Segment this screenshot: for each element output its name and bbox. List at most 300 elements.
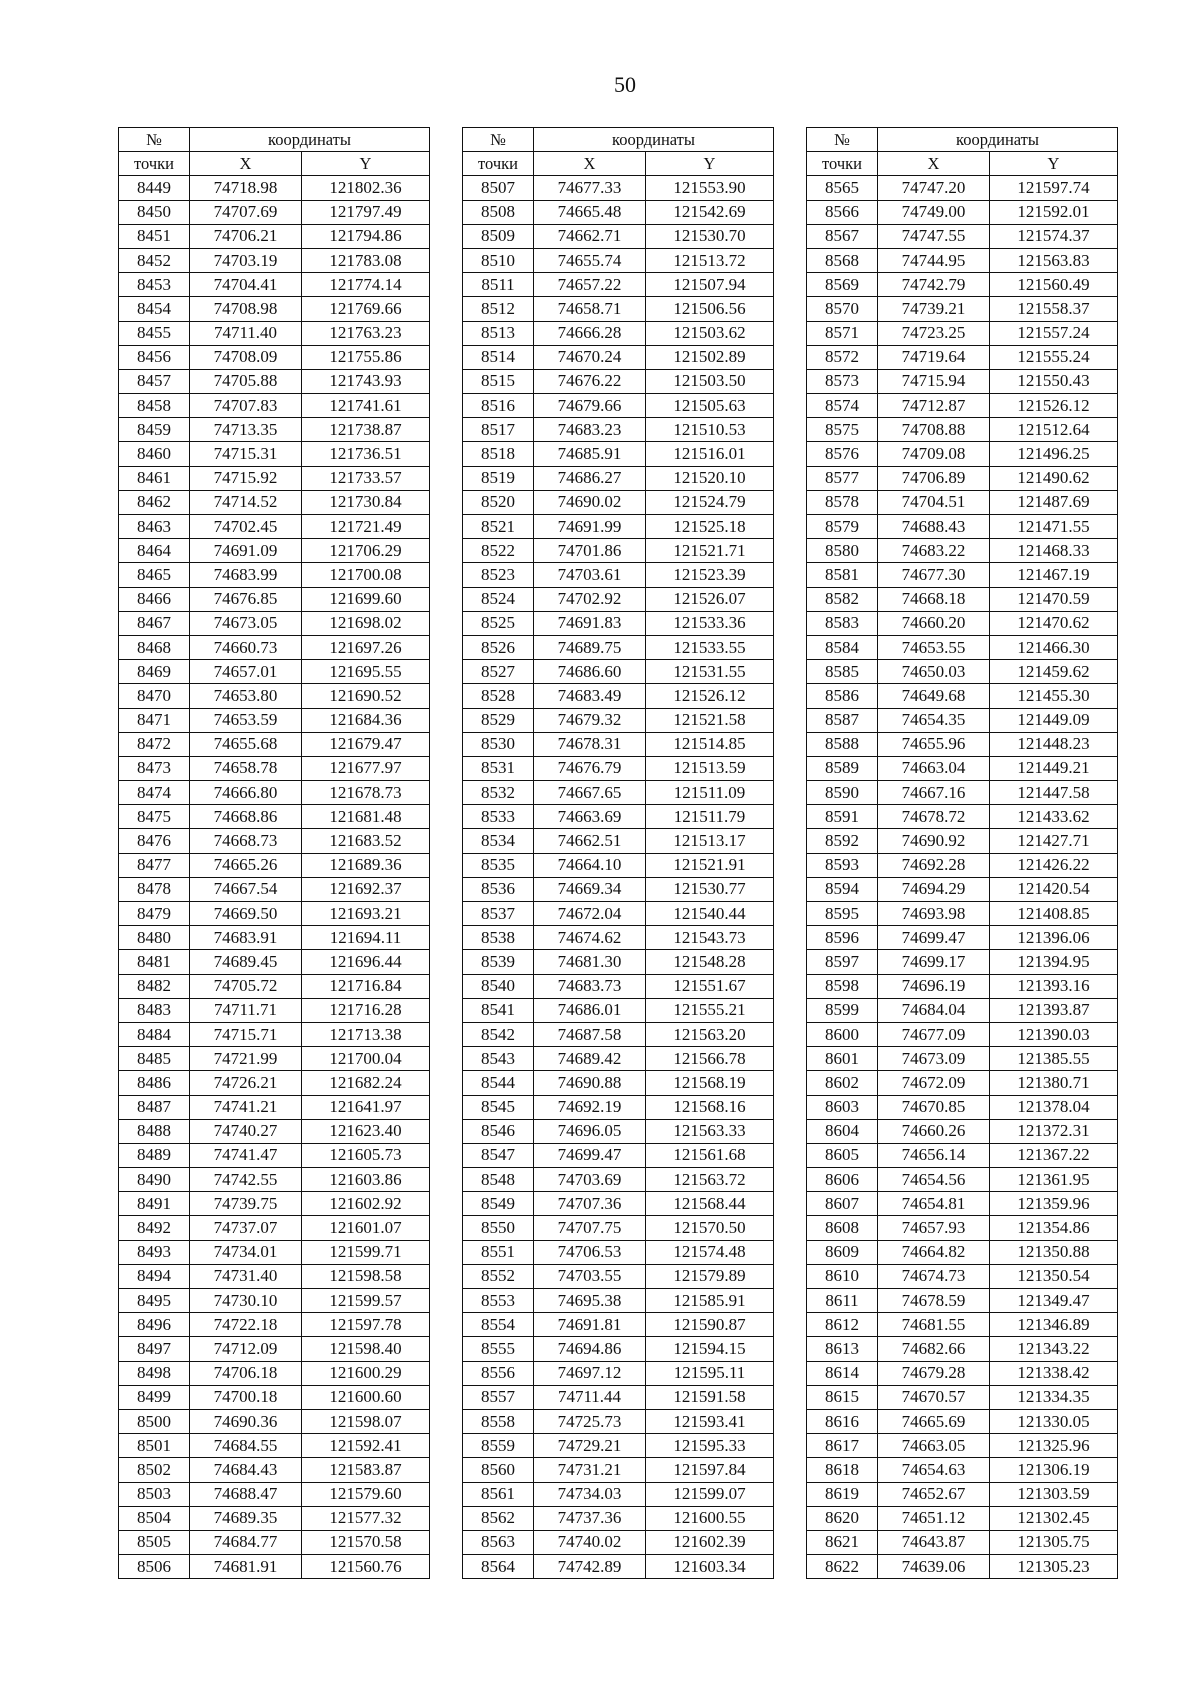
point-number-cell: 8621 — [807, 1530, 878, 1554]
x-coordinate-cell: 74672.09 — [878, 1071, 990, 1095]
point-number-cell: 8620 — [807, 1506, 878, 1530]
point-number-cell: 8618 — [807, 1458, 878, 1482]
y-coordinate-cell: 121525.18 — [646, 515, 774, 539]
x-coordinate-cell: 74653.59 — [190, 708, 302, 732]
table-row — [463, 539, 774, 563]
x-coordinate-cell: 74651.12 — [878, 1506, 990, 1530]
table-row — [807, 1555, 1118, 1579]
point-number-cell: 8480 — [119, 926, 190, 950]
x-coordinate-cell: 74691.99 — [534, 515, 646, 539]
table-row — [463, 248, 774, 272]
point-number-cell: 8528 — [463, 684, 534, 708]
point-number-cell: 8500 — [119, 1409, 190, 1433]
table-row — [119, 1385, 430, 1409]
point-number-cell: 8601 — [807, 1047, 878, 1071]
y-coordinate-cell: 121560.49 — [990, 273, 1118, 297]
y-coordinate-cell: 121563.83 — [990, 248, 1118, 272]
point-number-cell: 8588 — [807, 732, 878, 756]
point-number-cell: 8562 — [463, 1506, 534, 1530]
table-row — [463, 515, 774, 539]
table-row — [119, 1409, 430, 1433]
y-coordinate-cell: 121558.37 — [990, 297, 1118, 321]
y-coordinate-cell: 121516.01 — [646, 442, 774, 466]
point-number-cell: 8527 — [463, 660, 534, 684]
table-row — [463, 756, 774, 780]
y-coordinate-cell: 121521.58 — [646, 708, 774, 732]
x-coordinate-cell: 74662.51 — [534, 829, 646, 853]
x-coordinate-cell: 74683.22 — [878, 539, 990, 563]
table-row — [119, 273, 430, 297]
point-number-cell: 8546 — [463, 1119, 534, 1143]
y-coordinate-cell: 121689.36 — [302, 853, 430, 877]
y-coordinate-cell: 121743.93 — [302, 369, 430, 393]
y-coordinate-cell: 121385.55 — [990, 1047, 1118, 1071]
point-number-cell: 8575 — [807, 418, 878, 442]
point-number-cell: 8494 — [119, 1264, 190, 1288]
x-coordinate-cell: 74654.81 — [878, 1192, 990, 1216]
table-row — [807, 974, 1118, 998]
table-row — [119, 418, 430, 442]
x-coordinate-cell: 74686.27 — [534, 466, 646, 490]
x-coordinate-cell: 74705.72 — [190, 974, 302, 998]
x-coordinate-cell: 74703.55 — [534, 1264, 646, 1288]
point-number-cell: 8501 — [119, 1434, 190, 1458]
point-number-cell: 8577 — [807, 466, 878, 490]
y-coordinate-cell: 121598.58 — [302, 1264, 430, 1288]
point-number-cell: 8472 — [119, 732, 190, 756]
point-number-cell: 8565 — [807, 176, 878, 200]
table-row — [807, 248, 1118, 272]
y-coordinate-cell: 121695.55 — [302, 660, 430, 684]
point-number-cell: 8572 — [807, 345, 878, 369]
x-coordinate-cell: 74683.99 — [190, 563, 302, 587]
y-coordinate-cell: 121459.62 — [990, 660, 1118, 684]
table-row — [119, 1216, 430, 1240]
table-row — [463, 998, 774, 1022]
point-number-cell: 8503 — [119, 1482, 190, 1506]
y-coordinate-cell: 121305.23 — [990, 1555, 1118, 1579]
point-number-cell: 8457 — [119, 369, 190, 393]
table-row — [807, 1361, 1118, 1385]
x-coordinate-cell: 74664.82 — [878, 1240, 990, 1264]
table-row — [119, 1434, 430, 1458]
y-coordinate-cell: 121471.55 — [990, 515, 1118, 539]
x-coordinate-cell: 74713.35 — [190, 418, 302, 442]
x-coordinate-cell: 74643.87 — [878, 1530, 990, 1554]
x-coordinate-cell: 74690.92 — [878, 829, 990, 853]
point-number-cell: 8541 — [463, 998, 534, 1022]
coordinates-table — [118, 127, 430, 1579]
x-coordinate-cell: 74660.20 — [878, 611, 990, 635]
point-number-cell: 8458 — [119, 394, 190, 418]
table-row — [119, 611, 430, 635]
y-coordinate-cell: 121468.33 — [990, 539, 1118, 563]
point-number-cell: 8526 — [463, 635, 534, 659]
point-number-cell: 8505 — [119, 1530, 190, 1554]
table-row — [463, 297, 774, 321]
y-coordinate-cell: 121533.36 — [646, 611, 774, 635]
x-coordinate-cell: 74654.56 — [878, 1168, 990, 1192]
x-coordinate-cell: 74670.24 — [534, 345, 646, 369]
point-number-cell: 8589 — [807, 756, 878, 780]
point-number-cell: 8544 — [463, 1071, 534, 1095]
table-row — [807, 176, 1118, 200]
table-row — [119, 1192, 430, 1216]
point-number-cell: 8607 — [807, 1192, 878, 1216]
point-number-cell: 8523 — [463, 563, 534, 587]
y-coordinate-cell: 121338.42 — [990, 1361, 1118, 1385]
table-row — [807, 781, 1118, 805]
y-coordinate-cell: 121598.07 — [302, 1409, 430, 1433]
x-coordinate-cell: 74689.35 — [190, 1506, 302, 1530]
table-row — [463, 442, 774, 466]
y-coordinate-cell: 121574.37 — [990, 224, 1118, 248]
point-number-cell: 8555 — [463, 1337, 534, 1361]
x-header: X — [534, 152, 646, 176]
y-coordinate-cell: 121682.24 — [302, 1071, 430, 1095]
y-coordinate-cell: 121597.84 — [646, 1458, 774, 1482]
table-row — [119, 1289, 430, 1313]
x-coordinate-cell: 74695.38 — [534, 1289, 646, 1313]
point-number-cell: 8491 — [119, 1192, 190, 1216]
table-row — [807, 1313, 1118, 1337]
y-coordinate-cell: 121605.73 — [302, 1143, 430, 1167]
y-coordinate-cell: 121597.74 — [990, 176, 1118, 200]
table-row — [463, 1385, 774, 1409]
y-coordinate-cell: 121563.33 — [646, 1119, 774, 1143]
y-coordinate-cell: 121553.90 — [646, 176, 774, 200]
point-number-cell: 8470 — [119, 684, 190, 708]
point-number-cell: 8495 — [119, 1289, 190, 1313]
table-row — [119, 1264, 430, 1288]
table-row — [807, 902, 1118, 926]
y-coordinate-cell: 121343.22 — [990, 1337, 1118, 1361]
table-row — [807, 853, 1118, 877]
y-coordinate-cell: 121394.95 — [990, 950, 1118, 974]
y-coordinate-cell: 121568.44 — [646, 1192, 774, 1216]
table-row — [463, 273, 774, 297]
x-coordinate-cell: 74663.05 — [878, 1434, 990, 1458]
y-coordinate-cell: 121372.31 — [990, 1119, 1118, 1143]
point-number-cell: 8475 — [119, 805, 190, 829]
x-coordinate-cell: 74684.77 — [190, 1530, 302, 1554]
point-number-cell: 8552 — [463, 1264, 534, 1288]
point-number-cell: 8490 — [119, 1168, 190, 1192]
table-row — [119, 877, 430, 901]
x-coordinate-cell: 74689.75 — [534, 635, 646, 659]
point-number-cell: 8460 — [119, 442, 190, 466]
table-row — [119, 587, 430, 611]
point-number-cell: 8568 — [807, 248, 878, 272]
table-row — [463, 877, 774, 901]
y-coordinate-cell: 121641.97 — [302, 1095, 430, 1119]
x-coordinate-cell: 74654.35 — [878, 708, 990, 732]
table-row — [463, 853, 774, 877]
table-row — [463, 1095, 774, 1119]
point-number-cell: 8619 — [807, 1482, 878, 1506]
y-coordinate-cell: 121783.08 — [302, 248, 430, 272]
point-number-cell: 8599 — [807, 998, 878, 1022]
table-row — [119, 176, 430, 200]
y-coordinate-cell: 121447.58 — [990, 781, 1118, 805]
y-coordinate-cell: 121513.59 — [646, 756, 774, 780]
x-coordinate-cell: 74699.47 — [534, 1143, 646, 1167]
x-coordinate-cell: 74703.69 — [534, 1168, 646, 1192]
x-coordinate-cell: 74660.73 — [190, 635, 302, 659]
x-coordinate-cell: 74670.85 — [878, 1095, 990, 1119]
point-number-cell: 8529 — [463, 708, 534, 732]
y-coordinate-cell: 121601.07 — [302, 1216, 430, 1240]
point-number-cell: 8493 — [119, 1240, 190, 1264]
point-number-cell: 8519 — [463, 466, 534, 490]
table-row — [807, 224, 1118, 248]
y-coordinate-cell: 121684.36 — [302, 708, 430, 732]
point-number-cell: 8573 — [807, 369, 878, 393]
y-coordinate-cell: 121579.60 — [302, 1482, 430, 1506]
table-row — [807, 1289, 1118, 1313]
point-number-cell: 8502 — [119, 1458, 190, 1482]
point-number-cell: 8587 — [807, 708, 878, 732]
point-number-cell: 8595 — [807, 902, 878, 926]
table-row — [463, 732, 774, 756]
table-row — [119, 369, 430, 393]
point-number-cell: 8551 — [463, 1240, 534, 1264]
y-header: Y — [990, 152, 1118, 176]
y-coordinate-cell: 121797.49 — [302, 200, 430, 224]
y-coordinate-cell: 121354.86 — [990, 1216, 1118, 1240]
table-row — [119, 563, 430, 587]
y-coordinate-cell: 121603.86 — [302, 1168, 430, 1192]
x-coordinate-cell: 74676.85 — [190, 587, 302, 611]
x-coordinate-cell: 74650.03 — [878, 660, 990, 684]
x-coordinate-cell: 74697.12 — [534, 1361, 646, 1385]
y-coordinate-cell: 121393.16 — [990, 974, 1118, 998]
y-coordinate-cell: 121334.35 — [990, 1385, 1118, 1409]
table-row — [807, 756, 1118, 780]
x-coordinate-cell: 74692.19 — [534, 1095, 646, 1119]
y-coordinate-cell: 121350.54 — [990, 1264, 1118, 1288]
table-row — [463, 1119, 774, 1143]
point-number-cell: 8464 — [119, 539, 190, 563]
y-coordinate-cell: 121526.12 — [990, 394, 1118, 418]
point-number-cell: 8554 — [463, 1313, 534, 1337]
x-coordinate-cell: 74690.02 — [534, 490, 646, 514]
table-row — [119, 1143, 430, 1167]
y-coordinate-cell: 121551.67 — [646, 974, 774, 998]
y-coordinate-cell: 121802.36 — [302, 176, 430, 200]
y-coordinate-cell: 121694.11 — [302, 926, 430, 950]
x-coordinate-cell: 74696.05 — [534, 1119, 646, 1143]
table-row — [119, 974, 430, 998]
x-coordinate-cell: 74667.54 — [190, 877, 302, 901]
table-row — [807, 1095, 1118, 1119]
table-row — [463, 1071, 774, 1095]
point-number-cell: 8564 — [463, 1555, 534, 1579]
x-coordinate-cell: 74655.68 — [190, 732, 302, 756]
x-coordinate-cell: 74737.36 — [534, 1506, 646, 1530]
x-coordinate-cell: 74742.89 — [534, 1555, 646, 1579]
x-coordinate-cell: 74700.18 — [190, 1385, 302, 1409]
point-number-cell: 8450 — [119, 200, 190, 224]
table-row — [463, 176, 774, 200]
y-coordinate-cell: 121550.43 — [990, 369, 1118, 393]
table-row — [119, 1506, 430, 1530]
point-number-header: № — [807, 128, 878, 152]
x-coordinate-cell: 74706.53 — [534, 1240, 646, 1264]
table-row — [807, 1047, 1118, 1071]
point-number-cell: 8593 — [807, 853, 878, 877]
x-coordinate-cell: 74706.89 — [878, 466, 990, 490]
x-coordinate-cell: 74687.58 — [534, 1022, 646, 1046]
x-coordinate-cell: 74707.83 — [190, 394, 302, 418]
y-coordinate-cell: 121713.38 — [302, 1022, 430, 1046]
point-number-cell: 8508 — [463, 200, 534, 224]
table-row — [119, 1119, 430, 1143]
point-number-cell: 8510 — [463, 248, 534, 272]
x-coordinate-cell: 74668.86 — [190, 805, 302, 829]
y-coordinate-cell: 121697.26 — [302, 635, 430, 659]
point-number-cell: 8602 — [807, 1071, 878, 1095]
point-number-cell: 8553 — [463, 1289, 534, 1313]
x-coordinate-cell: 74706.21 — [190, 224, 302, 248]
table-body — [119, 176, 430, 1579]
x-coordinate-cell: 74683.73 — [534, 974, 646, 998]
x-coordinate-cell: 74707.69 — [190, 200, 302, 224]
point-number-cell: 8449 — [119, 176, 190, 200]
table-row — [463, 611, 774, 635]
y-coordinate-cell: 121548.28 — [646, 950, 774, 974]
table-row — [119, 1095, 430, 1119]
point-number-cell: 8478 — [119, 877, 190, 901]
x-coordinate-cell: 74665.48 — [534, 200, 646, 224]
table-row — [463, 394, 774, 418]
y-coordinate-cell: 121769.66 — [302, 297, 430, 321]
y-coordinate-cell: 121594.15 — [646, 1337, 774, 1361]
y-coordinate-cell: 121600.55 — [646, 1506, 774, 1530]
x-coordinate-cell: 74721.99 — [190, 1047, 302, 1071]
x-coordinate-cell: 74668.18 — [878, 587, 990, 611]
table-row — [807, 345, 1118, 369]
table-row — [119, 1361, 430, 1385]
point-number-cell: 8600 — [807, 1022, 878, 1046]
point-number-cell: 8592 — [807, 829, 878, 853]
x-coordinate-cell: 74678.72 — [878, 805, 990, 829]
table-row — [807, 273, 1118, 297]
x-coordinate-cell: 74678.59 — [878, 1289, 990, 1313]
table-row — [119, 394, 430, 418]
table-row — [119, 660, 430, 684]
x-coordinate-cell: 74715.92 — [190, 466, 302, 490]
x-coordinate-cell: 74665.69 — [878, 1409, 990, 1433]
x-coordinate-cell: 74703.19 — [190, 248, 302, 272]
y-coordinate-cell: 121716.28 — [302, 998, 430, 1022]
point-number-cell: 8581 — [807, 563, 878, 587]
x-coordinate-cell: 74674.62 — [534, 926, 646, 950]
table-row — [119, 1337, 430, 1361]
table-row — [463, 563, 774, 587]
y-coordinate-cell: 121561.68 — [646, 1143, 774, 1167]
point-number-cell: 8622 — [807, 1555, 878, 1579]
x-coordinate-cell: 74679.66 — [534, 394, 646, 418]
point-number-cell: 8518 — [463, 442, 534, 466]
point-number-cell: 8583 — [807, 611, 878, 635]
x-coordinate-cell: 74683.91 — [190, 926, 302, 950]
x-coordinate-cell: 74703.61 — [534, 563, 646, 587]
x-coordinate-cell: 74653.80 — [190, 684, 302, 708]
table-row — [807, 1385, 1118, 1409]
point-number-cell: 8522 — [463, 539, 534, 563]
y-coordinate-cell: 121755.86 — [302, 345, 430, 369]
point-number-cell: 8455 — [119, 321, 190, 345]
point-number-cell: 8461 — [119, 466, 190, 490]
table-row — [463, 200, 774, 224]
point-number-cell: 8538 — [463, 926, 534, 950]
y-coordinate-cell: 121513.72 — [646, 248, 774, 272]
coordinates-header: координаты — [190, 128, 430, 152]
point-number-cell: 8579 — [807, 515, 878, 539]
x-coordinate-cell: 74707.36 — [534, 1192, 646, 1216]
table-row — [119, 1240, 430, 1264]
point-number-cell: 8504 — [119, 1506, 190, 1530]
y-coordinate-cell: 121542.69 — [646, 200, 774, 224]
table-row — [119, 756, 430, 780]
point-number-cell: 8566 — [807, 200, 878, 224]
x-coordinate-cell: 74684.04 — [878, 998, 990, 1022]
point-number-cell: 8560 — [463, 1458, 534, 1482]
y-coordinate-cell: 121738.87 — [302, 418, 430, 442]
x-coordinate-cell: 74709.08 — [878, 442, 990, 466]
table-row — [119, 539, 430, 563]
point-number-cell: 8542 — [463, 1022, 534, 1046]
y-coordinate-cell: 121590.87 — [646, 1313, 774, 1337]
point-number-cell: 8485 — [119, 1047, 190, 1071]
table-row — [463, 1409, 774, 1433]
table-row — [119, 1047, 430, 1071]
point-number-cell: 8511 — [463, 273, 534, 297]
y-coordinate-cell: 121677.97 — [302, 756, 430, 780]
x-coordinate-cell: 74749.00 — [878, 200, 990, 224]
y-coordinate-cell: 121602.92 — [302, 1192, 430, 1216]
point-number-cell: 8454 — [119, 297, 190, 321]
table-row — [463, 1047, 774, 1071]
x-coordinate-cell: 74708.98 — [190, 297, 302, 321]
x-coordinate-cell: 74658.71 — [534, 297, 646, 321]
y-coordinate-cell: 121530.70 — [646, 224, 774, 248]
x-coordinate-cell: 74673.09 — [878, 1047, 990, 1071]
y-coordinate-cell: 121512.64 — [990, 418, 1118, 442]
x-coordinate-cell: 74691.81 — [534, 1313, 646, 1337]
y-coordinate-cell: 121449.09 — [990, 708, 1118, 732]
x-coordinate-cell: 74653.55 — [878, 635, 990, 659]
table-row — [119, 297, 430, 321]
table-row — [807, 829, 1118, 853]
point-number-cell: 8539 — [463, 950, 534, 974]
point-number-cell: 8561 — [463, 1482, 534, 1506]
y-coordinate-cell: 121700.08 — [302, 563, 430, 587]
x-coordinate-cell: 74679.28 — [878, 1361, 990, 1385]
y-coordinate-cell: 121592.41 — [302, 1434, 430, 1458]
x-coordinate-cell: 74740.27 — [190, 1119, 302, 1143]
point-number-header: № — [119, 128, 190, 152]
table-row — [463, 1530, 774, 1554]
y-coordinate-cell: 121393.87 — [990, 998, 1118, 1022]
x-coordinate-cell: 74731.21 — [534, 1458, 646, 1482]
y-coordinate-cell: 121591.58 — [646, 1385, 774, 1409]
y-coordinate-cell: 121597.78 — [302, 1313, 430, 1337]
y-coordinate-cell: 121568.19 — [646, 1071, 774, 1095]
point-number-cell: 8584 — [807, 635, 878, 659]
y-coordinate-cell: 121721.49 — [302, 515, 430, 539]
